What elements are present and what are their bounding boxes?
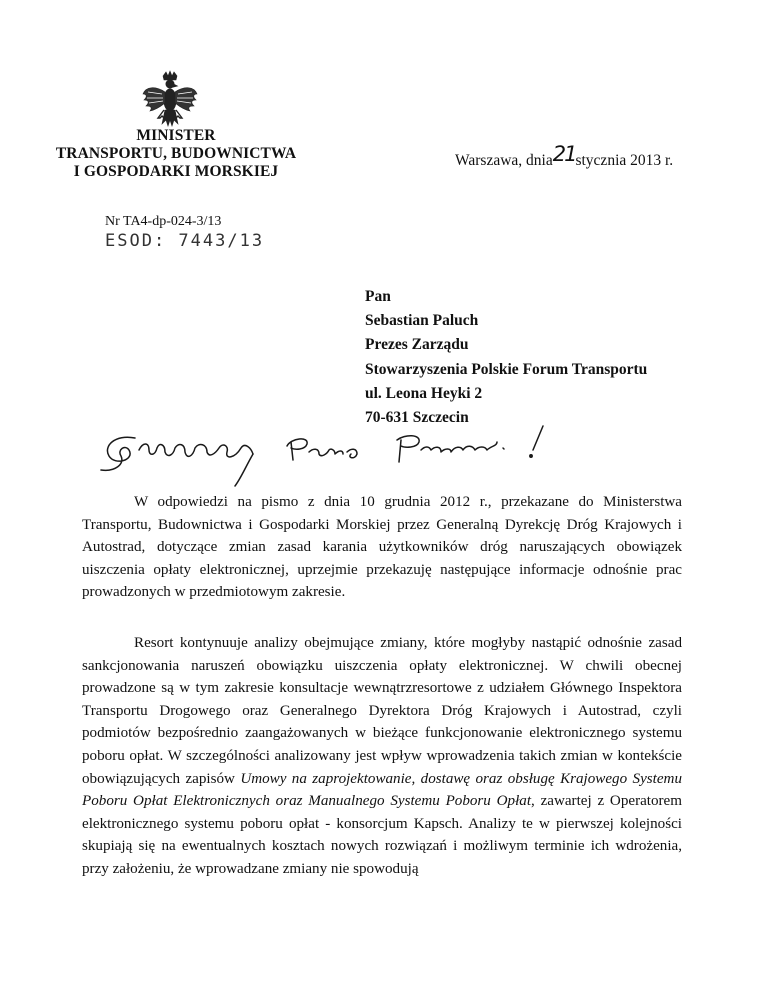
ministry-line-2: TRANSPORTU, BUDOWNICTWA [55, 145, 297, 162]
contract-title-italic: Umowy na zaprojektowanie, dostawę oraz obsługę Krajowego Systemu Poboru Opłat Elektronicznych oraz Manualnego Systemu Poboru Opłat [82, 770, 682, 810]
date-prefix: Warszawa, dnia [455, 152, 553, 169]
recipient-line: Pan [365, 288, 391, 305]
date-day-handwritten: 21 [552, 142, 576, 166]
esod-handwritten-number: ESOD: 7443/13 [105, 231, 265, 251]
recipient-line: ul. Leona Heyki 2 [365, 384, 483, 402]
paragraph-text-tail: , zawartej z Operatorem elektronicznego systemu poboru opłat - konsorcjum Kapsch. Analizy te w pierwszej kolejności skupiają się na ewentualnych kosztach nowych rozwiązań i możliwym terminie ich wdrożenia, przy założeniu, że wprowadzane zmiany nie spowodują [82, 793, 682, 877]
recipient-line: Stowarzyszenia Polskie Forum Transportu [365, 360, 648, 378]
ministry-line-1: MINISTER [136, 127, 216, 144]
body-paragraph-1 [82, 491, 682, 604]
ministry-line-3: I GOSPODARKI MORSKIEJ [73, 163, 279, 180]
reference-number: Nr TA4-dp-024-3/13 [105, 214, 222, 229]
body-paragraph-2 [82, 632, 682, 881]
date-suffix: stycznia 2013 r. [575, 152, 674, 169]
handwritten-salutation [95, 420, 575, 490]
recipient-address [365, 285, 647, 430]
paragraph-text [82, 632, 682, 881]
recipient-line: 70-631 Szczecin [365, 409, 469, 427]
recipient-line: Sebastian Paluch [365, 312, 479, 330]
ministry-heading [40, 127, 312, 181]
recipient-line: Prezes Zarządu [365, 336, 469, 354]
paragraph-text: W odpowiedzi na pismo z dnia 10 grudnia 2012 r., przekazane do Ministerstwa Transportu, Budownictwa i Gospodarki Morskiej przez Generalną Dyrekcję Dróg Krajowych i Autostrad, dotyczące zmian zasad karania użytkowników dróg naruszających obowiązek uiszczenia opłaty elektronicznej, uprzejmie przekazuję następujące informacje odnośnie prac prowadzonych w przedmiotowym zakresie. [82, 494, 682, 601]
letter-date [455, 142, 674, 170]
paragraph-text-lead: Resort kontynuuje analizy obejmujące zmiany, które mogłyby nastąpić odnośnie zasad sankcjonowania naruszeń obowiązku uiszczenia opłaty elektronicznej. W chwili obecnej prowadzone są w tym zakresie konsultacje wewnątrzresortowe z udziałem Głównego Inspektora Transportu Drogowego oraz Generalnego Dyrektora Dróg Krajowych i Autostrad, czyli podmiotów bezpośrednio zaangażowanych w bieżące funkcjonowanie elektronicznego systemu poboru opłat. W szczególności analizowany jest wpływ wprowadzenia takich zmian w kontekście obowiązujących zapisów [82, 635, 682, 787]
